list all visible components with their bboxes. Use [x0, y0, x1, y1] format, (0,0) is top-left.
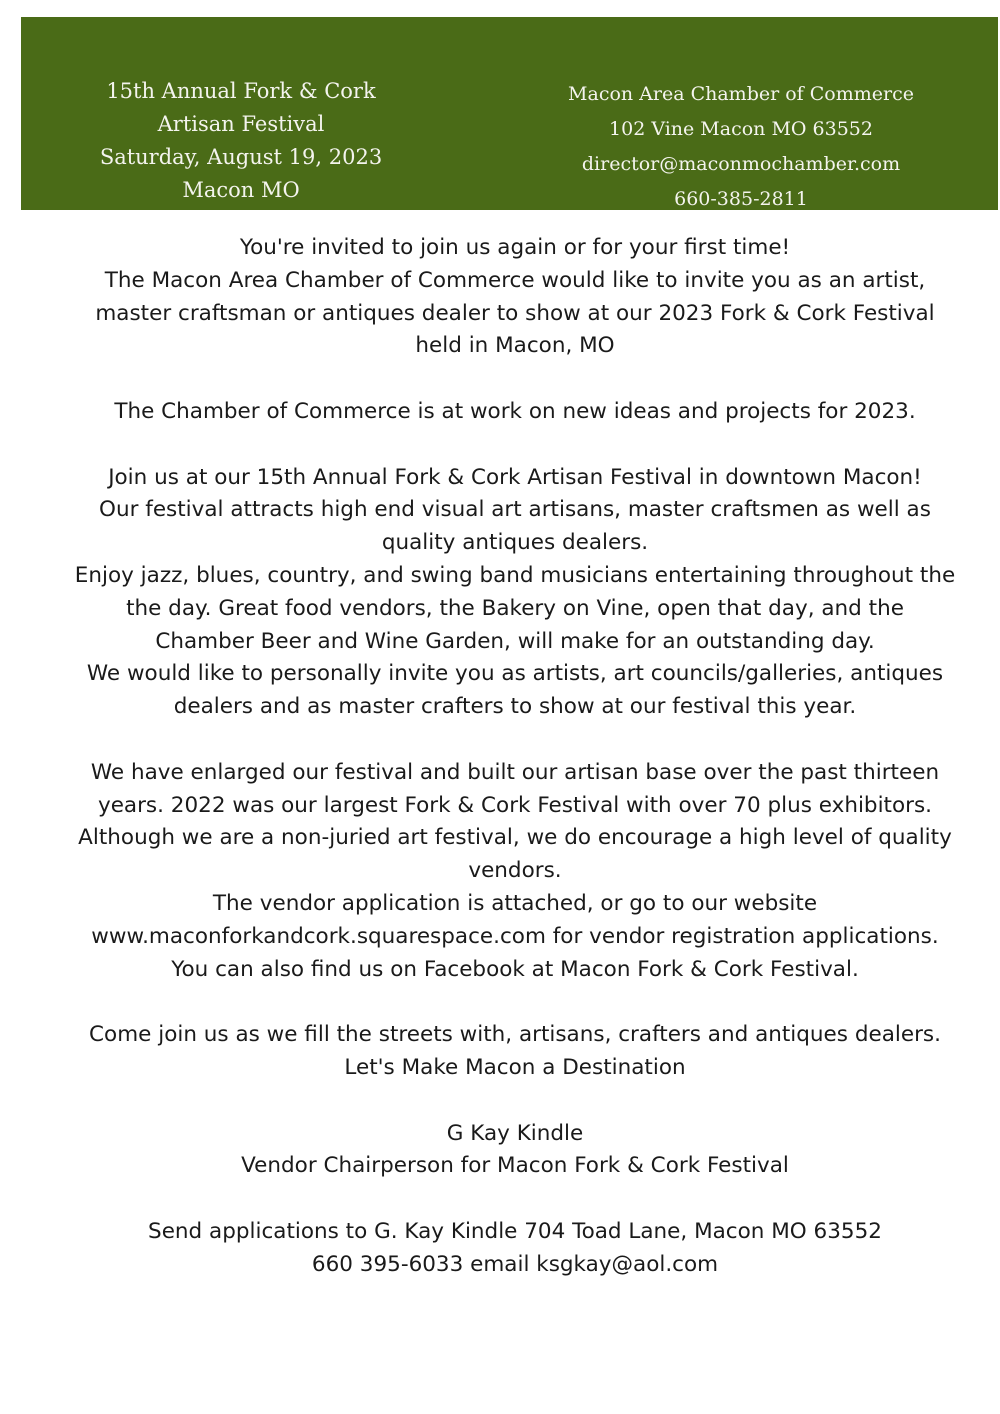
chamber-note: The Chamber of Commerce is at work on new ideas and projects for 2023.: [114, 398, 916, 424]
growth-line: Although we are a non-juried art festival, we do encourage a high level of quality: [78, 825, 952, 851]
growth-line: years. 2022 was our largest Fork & Cork Festival with over 70 plus exhibitors.: [97, 792, 933, 818]
signature-name: G Kay Kindle: [446, 1120, 584, 1146]
growth-line: The vendor application is attached, or go to our website: [212, 890, 818, 916]
festival-line: dealers and as master crafters to show at our festival this year.: [173, 694, 857, 720]
spacer: [30, 429, 1000, 462]
growth-line: vendors.: [468, 858, 562, 884]
closing-line: Let's Make Macon a Destination: [344, 1054, 686, 1080]
contact-info: 660 395-6033 email ksgkay@aol.com: [311, 1251, 719, 1277]
event-location: Macon MO: [182, 178, 300, 202]
org-name: Macon Area Chamber of Commerce: [568, 83, 914, 105]
spacer: [30, 363, 1000, 396]
growth-line: We have enlarged our festival and built our artisan base over the past thirteen: [90, 759, 940, 785]
org-email: director@maconmochamber.com: [581, 153, 901, 175]
send-applications: Send applications to G. Kay Kindle 704 Toad Lane, Macon MO 63552: [148, 1218, 882, 1244]
org-phone: 660-385-2811: [674, 188, 808, 210]
closing-line: Come join us as we fill the streets with, artisans, crafters and antiques dealers.: [89, 1022, 941, 1048]
spacer: [30, 1183, 1000, 1216]
event-date: Saturday, August 19, 2023: [99, 145, 383, 169]
intro-line: master craftsman or antiques dealer to show at our 2023 Fork & Cork Festival: [95, 300, 935, 326]
festival-line: Chamber Beer and Wine Garden, will make for an outstanding day.: [155, 628, 875, 654]
header-banner: [21, 17, 998, 210]
intro-line: held in Macon, MO: [415, 333, 615, 359]
org-address: 102 Vine Macon MO 63552: [609, 118, 873, 140]
festival-line: quality antiques dealers.: [381, 530, 649, 556]
spacer: [30, 1085, 1000, 1118]
festival-line: We would like to personally invite you as artists, art councils/galleries, antiques: [86, 661, 944, 687]
intro-line: You're invited to join us again or for your first time!: [239, 235, 791, 260]
festival-line: the day. Great food vendors, the Bakery on Vine, open that day, and the: [126, 595, 904, 621]
event-title: 15th Annual Fork & Cork: [106, 79, 376, 103]
organization-info: [521, 77, 961, 217]
growth-line: You can also find us on Facebook at Macon Fork & Cork Festival.: [171, 956, 859, 982]
event-subtitle: Artisan Festival: [157, 112, 325, 136]
website-line: www.maconforkandcork.squarespace.com for vendor registration applications.: [91, 923, 939, 949]
spacer: [30, 986, 1000, 1019]
festival-line: Join us at our 15th Annual Fork & Cork Artisan Festival in downtown Macon!: [108, 464, 922, 490]
event-info: [61, 75, 421, 207]
spacer: [30, 724, 1000, 757]
intro-line: The Macon Area Chamber of Commerce would like to invite you as an artist,: [104, 267, 926, 293]
festival-line: Our festival attracts high end visual art artisans, master craftsmen as well as: [99, 497, 931, 523]
festival-line: Enjoy jazz, blues, country, and swing band musicians entertaining throughout the: [74, 562, 956, 588]
letter-body: [30, 232, 1000, 1282]
signature-title: Vendor Chairperson for Macon Fork & Cork Festival: [241, 1153, 789, 1179]
